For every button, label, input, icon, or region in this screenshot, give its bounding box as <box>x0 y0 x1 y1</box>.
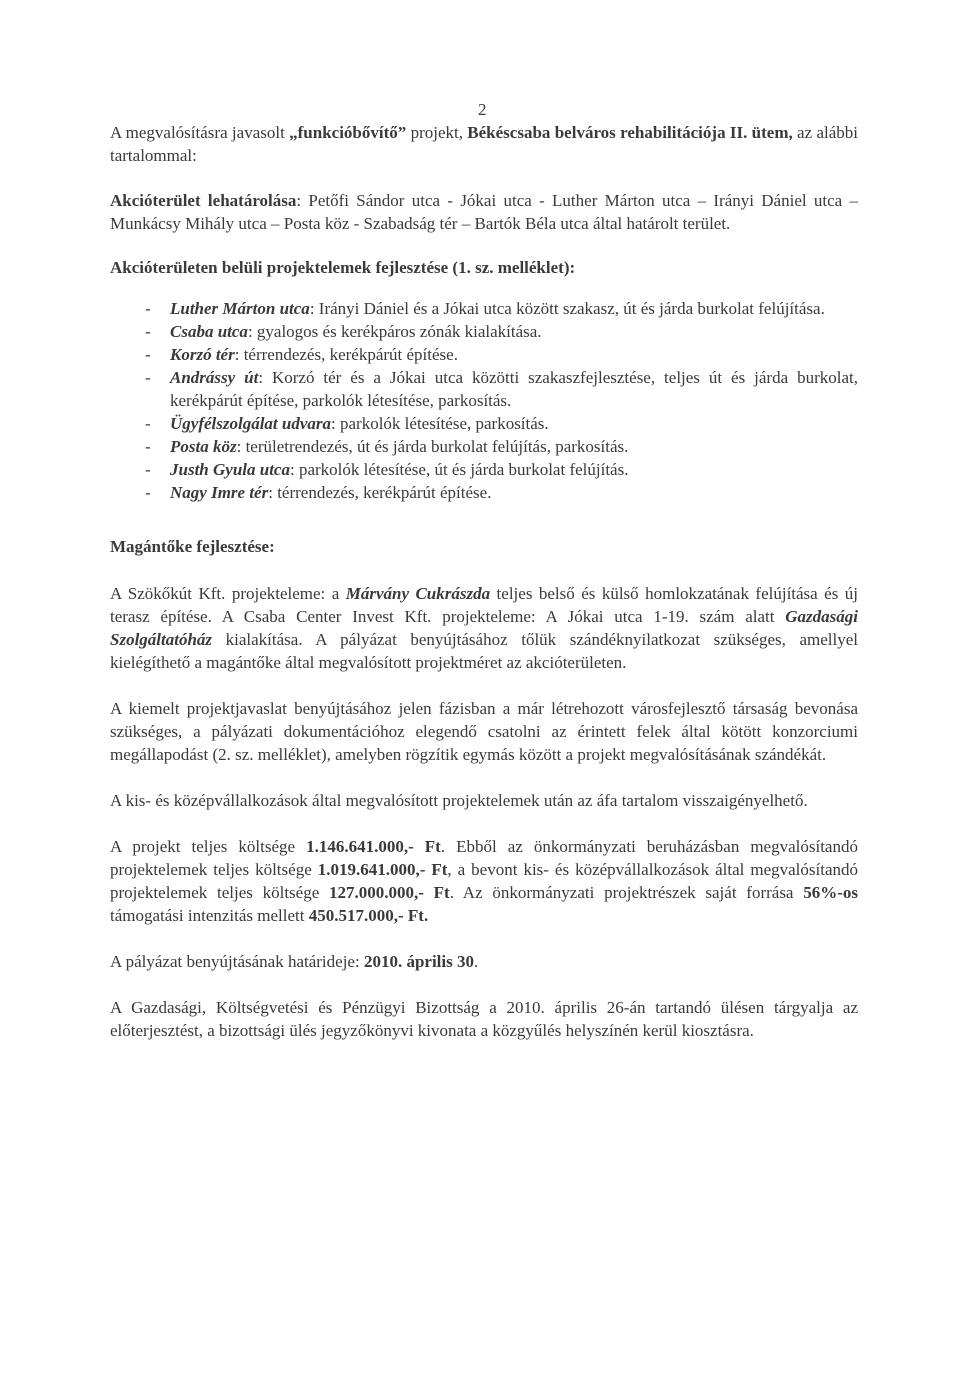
list-dash: - <box>145 460 151 479</box>
item-name: Andrássy út <box>170 368 259 387</box>
private-text-5: kialakítása. A pályázat benyújtásához tőlük szándéknyilatkozat szükséges, amellyel kielégíthető a magántőke által megvalósított projektméret az akcióterületen. <box>110 630 858 672</box>
document-body <box>110 121 858 1042</box>
item-name: Csaba utca <box>170 322 248 341</box>
list-item <box>110 320 858 343</box>
item-text: : Korzó tér és a Jókai utca közötti szakaszfejlesztése, teljes út és járda burkolat, kerékpárút építése, parkolók létesítése, parkosítás. <box>170 368 858 410</box>
item-text: : Irányi Dániel és a Jókai utca között szakasz, út és járda burkolat felújítása. <box>309 299 825 318</box>
item-name: Posta köz <box>170 437 237 456</box>
area-paragraph <box>110 189 858 235</box>
list-dash: - <box>145 414 151 433</box>
deadline-text-2: . <box>474 952 479 971</box>
sme-cost: 127.000.000,- Ft <box>329 883 450 902</box>
item-name: Justh Gyula utca <box>170 460 290 479</box>
deadline-text-1: A pályázat benyújtásának határideje: <box>110 952 364 971</box>
vat-paragraph: A kis- és középvállalkozások által megvalósított projektelemek után az áfa tartalom visszaigényelhető. <box>110 791 808 810</box>
private-capital-paragraph <box>110 582 858 674</box>
page-number: 2 <box>478 100 487 119</box>
intro-text-1: A megvalósításra javasolt <box>110 123 290 142</box>
area-label: Akcióterület lehatárolása <box>110 191 297 210</box>
cost-text-2: . Ebből az önkormányzati beruházásban megvalósítandó projektelemek teljes költsége <box>110 837 858 879</box>
consortium-paragraph: A kiemelt projektjavaslat benyújtásához jelen fázisban a már létrehozott városfejlesztő társaság bevonása szükséges, a pályázati dokumentációhoz elegendő csatolni az érintett felek által kötött konzorciumi megállapodást (2. sz. melléklet), amelyben rögzítik egymás között a projekt megvalósításának szándékát. <box>110 699 858 764</box>
cost-text-3: , a bevont kis- és középvállalkozások által megvalósítandó projektelemek teljes költsége <box>110 860 858 902</box>
deadline-date: 2010. április 30 <box>363 952 474 971</box>
item-name: Korzó tér <box>170 345 235 364</box>
list-dash: - <box>145 322 151 341</box>
list-dash: - <box>145 483 151 502</box>
cost-text-4: . Az önkormányzati projektrészek saját forrása <box>449 883 804 902</box>
item-text: : gyalogos és kerékpáros zónák kialakítása. <box>247 322 542 341</box>
list-item <box>110 297 858 320</box>
item-text: : térrendezés, kerékpárút építése. <box>234 345 458 364</box>
list-item <box>110 412 858 435</box>
item-text: : térrendezés, kerékpárút építése. <box>268 483 492 502</box>
private-text-3: teljes belső és külső homlokzatának felújítása és új terasz építése. A Csaba Center Invest Kft. projekteleme: A Jókai utca 1-19. szám alatt <box>110 584 858 626</box>
intro-paragraph <box>110 121 858 167</box>
list-item <box>110 435 858 458</box>
list-item <box>110 366 858 412</box>
list-dash: - <box>145 437 151 456</box>
total-cost: 1.146.641.000,- Ft <box>306 837 441 856</box>
private-project-1: Márvány Cukrászda <box>345 584 491 603</box>
project-elements-list <box>110 297 858 504</box>
list-dash: - <box>145 368 151 387</box>
development-heading: Akcióterületen belüli projektelemek fejlesztése (1. sz. melléklet): <box>110 258 576 277</box>
private-text-1: A Szökőkút Kft. projekteleme: a <box>110 584 346 603</box>
list-dash: - <box>145 299 151 318</box>
project-name: Békéscsaba belváros rehabilitációja II. ütem, <box>467 123 793 142</box>
intro-text-3: projekt, <box>406 123 468 142</box>
municipal-cost: 1.019.641.000,- Ft <box>317 860 448 879</box>
cost-text-1: A projekt teljes költsége <box>110 837 307 856</box>
item-name: Luther Márton utca <box>170 299 310 318</box>
item-text: : parkolók létesítése, parkosítás. <box>331 414 549 433</box>
list-item <box>110 481 858 504</box>
item-text: : parkolók létesítése, út és járda burkolat felújítás. <box>289 460 629 479</box>
area-text: : Petőfi Sándor utca - Jókai utca - Luther Márton utca – Irányi Dániel utca – Munkácsy Mihály utca – Posta köz - Szabadság tér – Bartók Béla utca által határolt terület. <box>110 191 858 233</box>
intro-text-5: az alábbi tartalommal: <box>110 123 859 165</box>
item-text: : területrendezés, út és járda burkolat felújítás, parkosítás. <box>236 437 629 456</box>
deadline-paragraph <box>110 950 858 973</box>
list-item <box>110 343 858 366</box>
cost-text-5: támogatási intenzitás mellett <box>110 906 309 925</box>
private-project-2: Gazdasági Szolgáltatóház <box>110 607 858 649</box>
cost-paragraph <box>110 835 858 927</box>
list-dash: - <box>145 345 151 364</box>
item-name: Nagy Imre tér <box>170 483 269 502</box>
committee-paragraph: A Gazdasági, Költségvetési és Pénzügyi Bizottság a 2010. április 26-án tartandó ülésen tárgyalja az előterjesztést, a bizottsági ülés jegyzőkönyvi kivonata a közgyűlés helyszínén kerül kiosztásra. <box>110 998 858 1040</box>
private-capital-heading: Magántőke fejlesztése: <box>110 537 275 556</box>
support-rate: 56%-os <box>803 883 859 902</box>
project-type: „funkcióbővítő” <box>289 123 407 142</box>
list-item <box>110 458 858 481</box>
item-name: Ügyfélszolgálat udvara <box>170 414 332 433</box>
own-funds: 450.517.000,- Ft. <box>308 906 429 925</box>
